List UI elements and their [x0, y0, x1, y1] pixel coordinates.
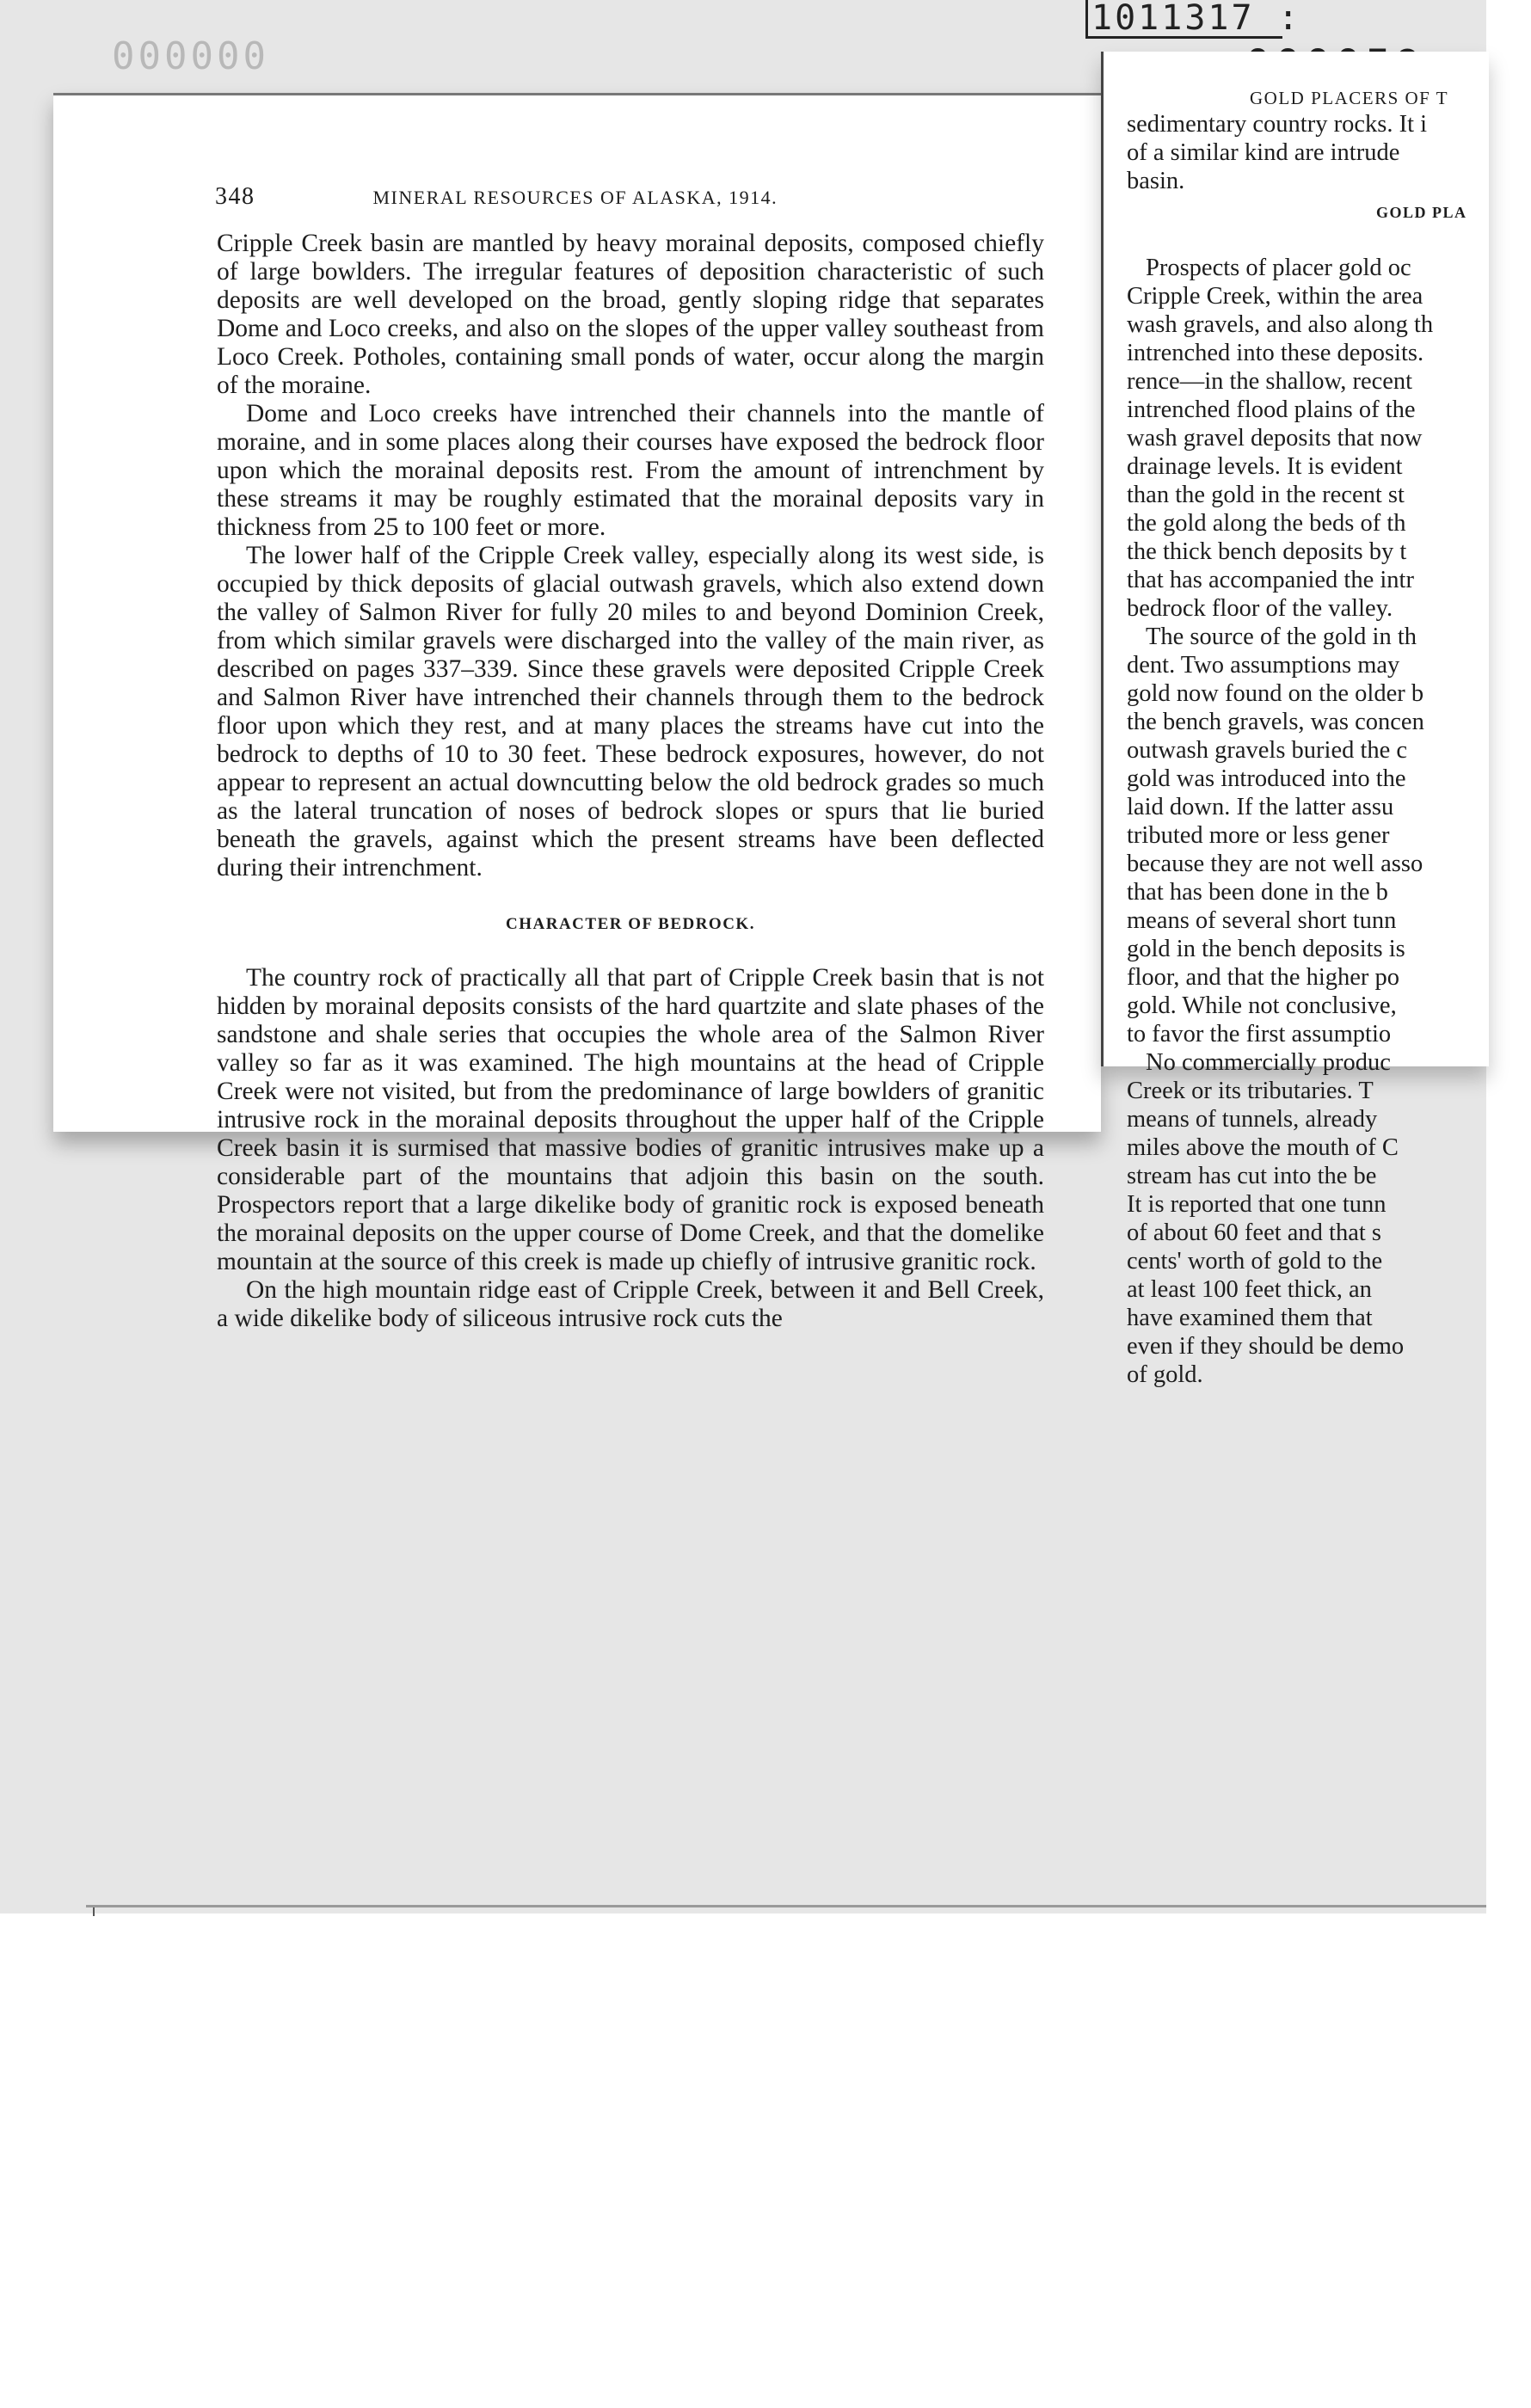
page-number: 348	[215, 183, 255, 210]
text-line: drainage levels. It is evident	[1127, 453, 1403, 480]
text-line: the thick bench deposits by t	[1127, 538, 1407, 565]
text-line: at least 100 feet thick, an	[1127, 1276, 1372, 1303]
paragraph: The lower half of the Cripple Creek valley, especially along its west side, is occupied by thick deposits of glacial outwash gravels, which also extend down the valley of Salmon River for fully 20 miles to and beyond Dominion Creek, from which similar gravels were discharged into the valley of the main river, as described on pages 337–339. Since these gravels were deposited Cripple Creek and Salmon River have intrenched their channels through them to the bedrock floor upon which they rest, and at many places the streams have cut into the bedrock to depths of 10 to 30 feet. These bedrock exposures, however, do not appear to represent an actual downcutting below the old bedrock grades so much as the lateral truncation of noses of bedrock slopes or spurs that lie buried beneath the gravels, against which the present streams have been deflected during their intrenchment.	[217, 542, 1044, 882]
text-line: intrenched flood plains of the	[1127, 396, 1416, 423]
paragraph: On the high mountain ridge east of Cripple Creek, between it and Bell Creek, a wide dikelike body of siliceous intrusive rock cuts the	[217, 1276, 1044, 1332]
text-line: than the gold in the recent st	[1127, 482, 1405, 508]
text-line: wash gravel deposits that now	[1127, 425, 1423, 452]
text-line: of gold.	[1127, 1361, 1203, 1388]
left-running-head	[215, 183, 920, 214]
text-line: to favor the first assumptio	[1127, 1021, 1392, 1047]
text-line: that has been done in the b	[1127, 879, 1388, 906]
text-line: gold now found on the older b	[1127, 680, 1424, 707]
text-line: cents' worth of gold to the	[1127, 1248, 1383, 1275]
text-line: miles above the mouth of C	[1127, 1134, 1399, 1161]
text-line: of a similar kind are intrude	[1127, 139, 1400, 166]
right-book-page	[1101, 52, 1489, 1388]
text-line: wash gravels, and also along th	[1127, 311, 1434, 338]
right-running-head: GOLD PLACERS OF T	[1250, 88, 1449, 108]
text-line: because they are not well asso	[1127, 851, 1423, 877]
page-bottom-shadow	[86, 1905, 1486, 1907]
text-line: even if they should be demo	[1127, 1333, 1405, 1360]
paragraph: Cripple Creek basin are mantled by heavy morainal deposits, composed chiefly of large bowlders. The irregular features of deposition characteristic of such deposits are well developed on the broad, gently sloping ridge that separates Dome and Loco creeks, and also on the slopes of the upper valley southeast from Loco Creek. Potholes, containing small ponds of water, occur along the margin of the moraine.	[217, 230, 1044, 399]
text-line: outwash gravels buried the c	[1127, 737, 1408, 764]
text-line: Prospects of placer gold oc	[1146, 255, 1411, 281]
text-line: the gold along the beds of th	[1127, 510, 1406, 537]
text-line: It is reported that one tunn	[1127, 1191, 1387, 1218]
text-line: intrenched into these deposits.	[1127, 340, 1424, 366]
spacer	[1127, 230, 1531, 254]
text-line: Cripple Creek, within the area	[1127, 283, 1423, 310]
text-line: gold in the bench deposits is	[1127, 936, 1405, 962]
text-line: laid down. If the latter assu	[1127, 794, 1394, 820]
section-heading: CHARACTER OF BEDROCK.	[506, 915, 755, 933]
paragraph: Dome and Loco creeks have intrenched their channels into the mantle of moraine, and in some places along their courses have exposed the bedrock floor upon which the morainal deposits rest. From the amount of intrenchment by these streams it may be roughly estimated that the morainal deposits vary in thickness from 25 to 100 feet or more.	[217, 400, 1044, 541]
scan-tick-mark	[93, 1907, 95, 1916]
text-line: basin.	[1127, 168, 1185, 194]
text-line: gold was introduced into the	[1127, 765, 1406, 792]
text-line: means of several short tunn	[1127, 907, 1397, 934]
text-line: No commercially produc	[1146, 1049, 1391, 1076]
text-line: of about 60 feet and that s	[1127, 1219, 1381, 1246]
text-line: The source of the gold in th	[1146, 624, 1417, 650]
running-head-title: MINERAL RESOURCES OF ALASKA, 1914.	[372, 187, 778, 208]
text-line: floor, and that the higher po	[1127, 964, 1400, 991]
text-line: gold. While not conclusive,	[1127, 992, 1397, 1019]
text-line: have examined them that	[1127, 1305, 1373, 1331]
text-line: sedimentary country rocks. It i	[1127, 111, 1428, 138]
text-line: means of tunnels, already	[1127, 1106, 1378, 1133]
faint-stamp-number: 000000	[112, 34, 269, 78]
text-line: dent. Two assumptions may	[1127, 652, 1400, 679]
text-line: rence—in the shallow, recent	[1127, 368, 1413, 395]
archive-stamp-box: 1011317 :	[1085, 0, 1282, 39]
text-line: Creek or its tributaries. T	[1127, 1078, 1374, 1104]
text-line: stream has cut into the be	[1127, 1163, 1377, 1189]
left-book-page	[53, 93, 1101, 1332]
text-line: that has accompanied the intr	[1127, 567, 1414, 593]
paragraph: The country rock of practically all that part of Cripple Creek basin that is not hidden by morainal deposits consists of the hard quartzite and slate phases of the sandstone and shale series that occupies the whole area of the Salmon River valley so far as it was examined. The high mountains at the head of Cripple Creek were not visited, but from the predominance of large bowlders of granitic intrusive rock in the morainal deposits throughout the upper half of the Cripple Creek basin it is surmised that massive bodies of granitic intrusives make up a considerable part of the mountains that adjoin this basin on the south. Prospectors report that a large dikelike body of granitic rock is exposed beneath the morainal deposits on the upper course of Dome Creek, and that the domelike mountain at the source of this creek is made up chiefly of intrusive granitic rock.	[217, 964, 1044, 1275]
right-text-column	[1127, 110, 1531, 1389]
right-lines-list	[1127, 254, 1531, 1389]
text-line: tributed more or less gener	[1127, 822, 1390, 849]
text-line: the bench gravels, was concen	[1127, 709, 1424, 735]
section-heading: GOLD PLA	[1376, 204, 1467, 221]
left-text-column	[217, 230, 1044, 1333]
text-line: bedrock floor of the valley.	[1127, 595, 1393, 622]
